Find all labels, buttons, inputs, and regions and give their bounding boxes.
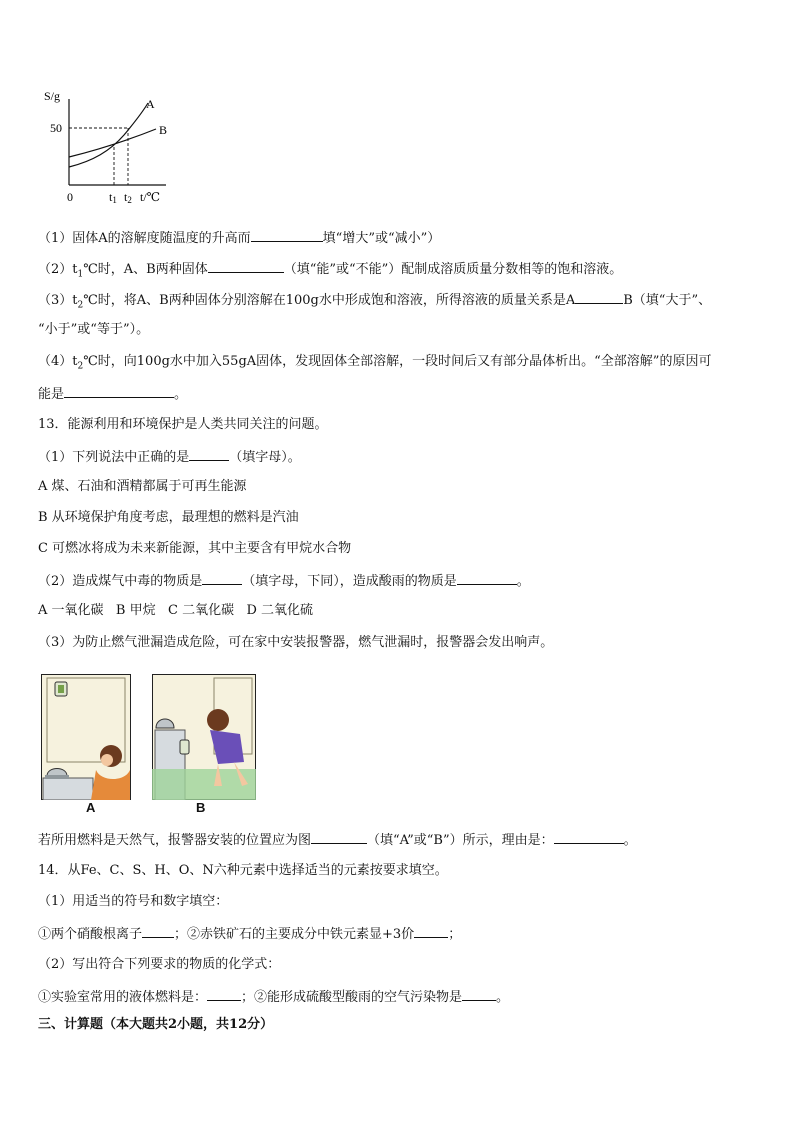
section-3-heading: 三、计算题（本大题共2小题，共12分） — [38, 1017, 274, 1032]
picture-b-label: B — [196, 800, 206, 815]
q14-part2-line: ①实验室常用的液体燃料是： ；②能形成硫酸型酸雨的空气污染物是 。 — [38, 987, 509, 1007]
q14-part1-line: ①两个硝酸根离子 ；②赤铁矿石的主要成分中铁元素显+3价 ； — [38, 924, 461, 944]
answer-blank[interactable] — [457, 571, 517, 585]
q13-part1: （1）下列说法中正确的是 （填字母）。 — [38, 447, 301, 467]
answer-blank[interactable] — [462, 987, 496, 1001]
q12-part4-cont: 能是 。 — [38, 384, 187, 404]
answer-blank[interactable] — [64, 384, 174, 398]
q12-part3: $(3)t_2℃$时，将A、B两种固体分别溶解在100g水中形成饱和溶液，所得溶液的质量关系是A B（填“大于”、 — [38, 290, 711, 315]
q12-part4: $(4)t_2℃$时，向100g水中加入55gA固体，发现固体全部溶解，一段时间后又有部分晶体析出。“全部溶解”的原因可 — [38, 354, 712, 372]
answer-blank[interactable] — [189, 447, 229, 461]
q12-part1: （1）固体A的溶解度随温度的升高而 填“增大”或“减小”） — [38, 228, 440, 248]
y-axis-label: S/g — [44, 89, 61, 103]
q14-part2: （2）写出符合下列要求的物质的化学式： — [38, 957, 281, 972]
q13-title: 13．能源利用和环境保护是人类共同关注的问题。 — [38, 417, 328, 432]
solubility-graph — [38, 85, 178, 210]
answer-blank[interactable] — [208, 259, 284, 273]
tick-t2: t2 — [124, 190, 132, 205]
q14-title: 14．从Fe、C、S、H、O、N六种元素中选择适当的元素按要求填空。 — [38, 863, 448, 878]
answer-blank[interactable] — [142, 924, 174, 938]
curve-a-label: A — [146, 97, 155, 111]
origin-label: 0 — [67, 190, 73, 204]
q13-part3: （3）为防止燃气泄漏造成危险，可在家中安装报警器，燃气泄漏时，报警器会发出响声。 — [38, 635, 554, 650]
q13-part4: 若所用燃料是天然气，报警器安装的位置应为图 （填“A”或“B”）所示，理由是： 。 — [38, 830, 637, 850]
answer-blank[interactable] — [311, 830, 367, 844]
answer-blank[interactable] — [251, 228, 323, 242]
answer-blank[interactable] — [414, 924, 448, 938]
answer-blank[interactable] — [207, 987, 241, 1001]
answer-blank[interactable] — [554, 830, 624, 844]
curve-b-label: B — [159, 123, 168, 137]
q13-option-a: A 煤、石油和酒精都属于可再生能源 — [38, 479, 247, 494]
illustration-a — [41, 674, 131, 800]
curve-b — [69, 129, 156, 157]
illustration-b — [152, 674, 256, 800]
answer-blank[interactable] — [202, 571, 242, 585]
q13-option-c: C 可燃冰将成为未来新能源，其中主要含有甲烷水合物 — [38, 541, 352, 556]
q13-options-2: A 一氧化碳 B 甲烷 C 二氧化碳 D 二氧化硫 — [38, 603, 314, 618]
picture-a-label: A — [86, 800, 96, 815]
y-value-50: 50 — [50, 121, 62, 135]
tick-t1: t1 — [109, 190, 117, 205]
q14-part1: （1）用适当的符号和数字填空： — [38, 894, 229, 909]
q13-part2: （2）造成煤气中毒的物质是 （填字母，下同），造成酸雨的物质是 。 — [38, 571, 530, 591]
q13-option-b: B 从环境保护角度考虑，最理想的燃料是汽油 — [38, 510, 299, 525]
x-axis-label: t/℃ — [140, 190, 161, 204]
curve-a — [69, 103, 148, 167]
answer-blank[interactable] — [575, 290, 623, 304]
q12-part3-cont: “小于”或“等于”）。 — [38, 322, 150, 337]
q12-part2: $(2)t_1℃$时，A、B两种固体 （填“能”或“不能”）配制成溶质质量分数相等的饱和溶液。 — [38, 259, 622, 284]
